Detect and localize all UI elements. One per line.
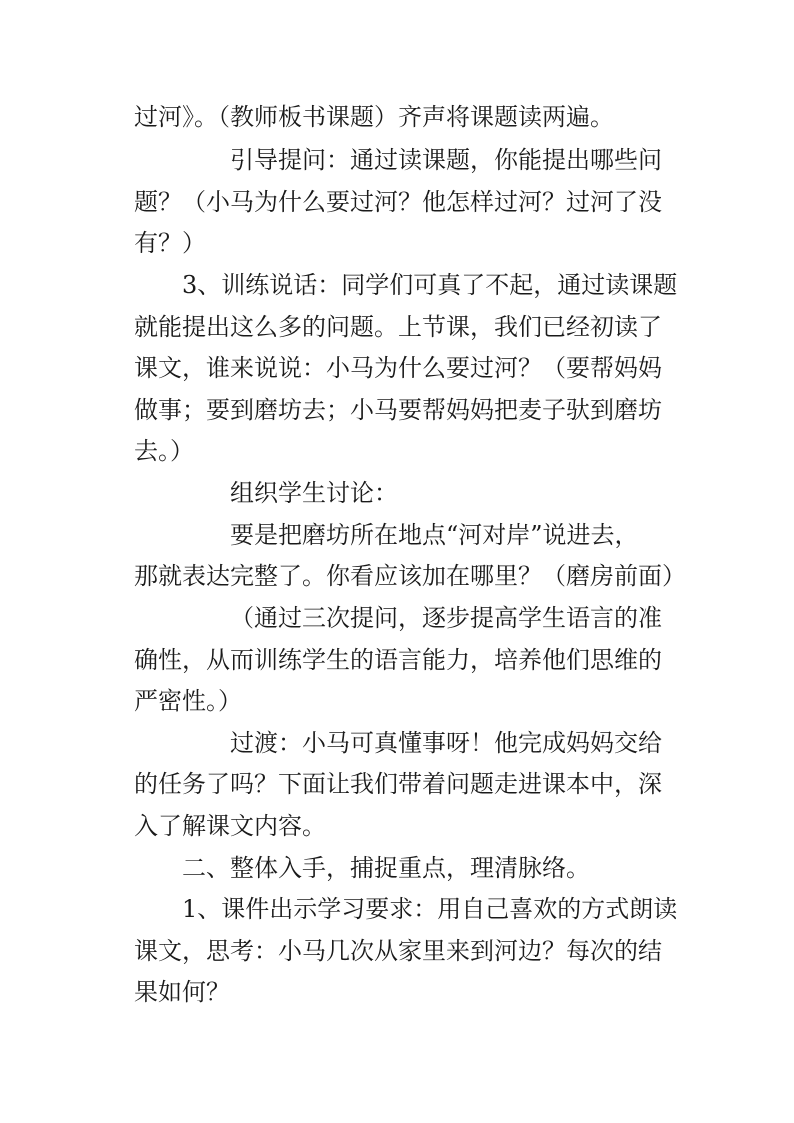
text-line-7: 课文，谁来说说：小马为什么要过河？（要帮妈妈 [134, 354, 662, 382]
text-line-3: 题？（小马为什么要过河？他怎样过河？过河了没 [134, 188, 662, 216]
text-line-13: （通过三次提问，逐步提高学生语言的准 [230, 604, 662, 632]
text-line-8: 做事；要到磨坊去；小马要帮妈妈把麦子驮到磨坊 [134, 396, 662, 424]
text-line-20: 1、课件出示学习要求：用自己喜欢的方式朗读 [182, 895, 678, 923]
text-line-6: 就能提出这么多的问题。上节课，我们已经初读了 [134, 313, 662, 341]
text-line-1: 过河》。（教师板书课题）齐声将课题读两遍。 [134, 103, 614, 131]
text-line-5: 3、训练说话：同学们可真了不起，通过读课题 [182, 271, 678, 299]
text-line-18: 入了解课文内容。 [134, 812, 326, 840]
text-line-15: 严密性。） [134, 687, 242, 715]
text-line-16: 过渡：小马可真懂事呀！他完成妈妈交给 [230, 729, 662, 757]
text-line-21: 课文，思考：小马几次从家里来到河边？每次的结 [134, 937, 662, 965]
text-line-4: 有？） [134, 229, 206, 257]
text-line-14: 确性，从而训练学生的语言能力，培养他们思维的 [134, 646, 662, 674]
text-line-12: 那就表达完整了。你看应该加在哪里？（磨房前面） [134, 562, 686, 590]
text-line-11: 要是把磨坊所在地点“河对岸”说进去， [230, 521, 639, 549]
text-line-9: 去。） [134, 437, 194, 465]
text-line-22: 果如何？ [134, 978, 230, 1006]
text-line-10: 组织学生讨论： [230, 479, 398, 507]
text-line-2: 引导提问：通过读课题，你能提出哪些问 [230, 146, 662, 174]
text-line-17: 的任务了吗？下面让我们带着问题走进课本中，深 [134, 770, 662, 798]
text-line-19: 二、整体入手，捕捉重点，理清脉络。 [182, 854, 590, 882]
